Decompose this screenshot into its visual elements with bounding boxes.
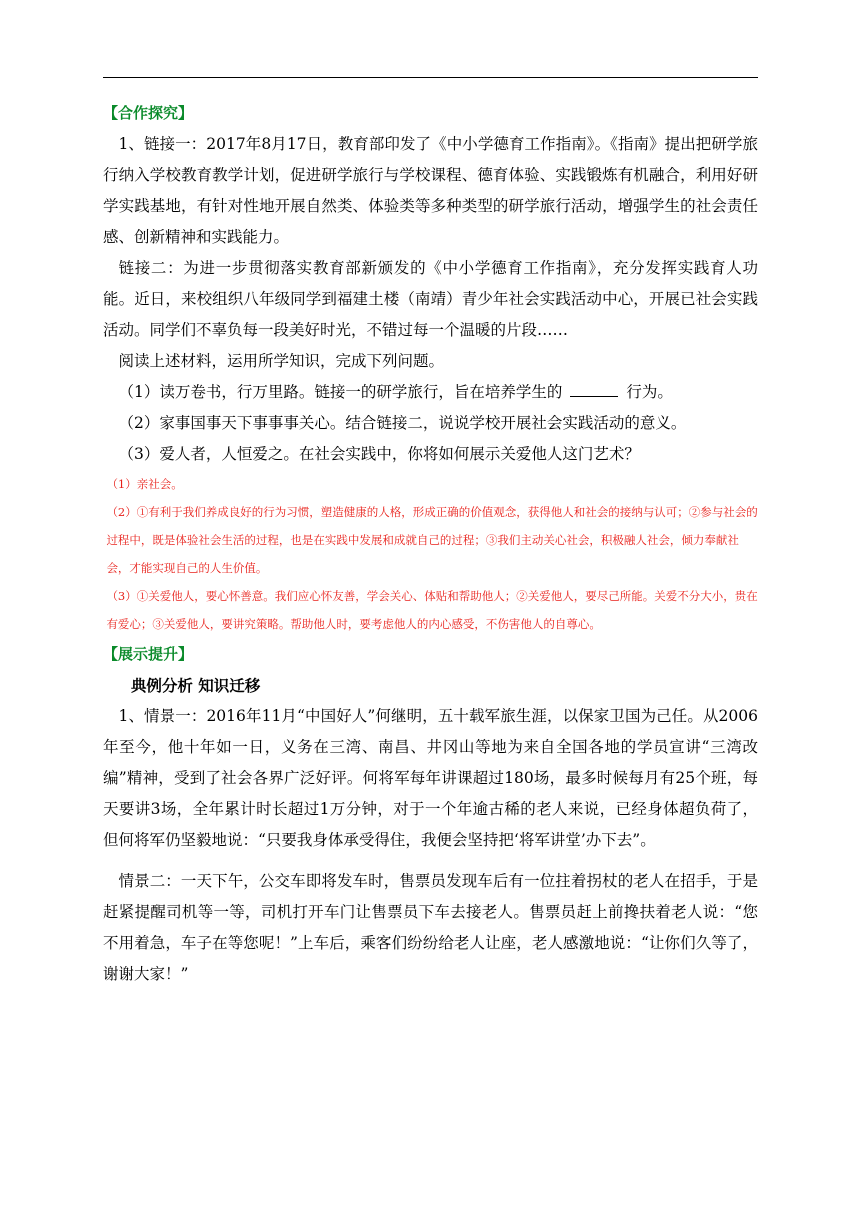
answer-blank bbox=[570, 383, 618, 397]
question-3: （3）爱人者，人恒爱之。在社会实践中，你将如何展示关爱他人这门艺术？ bbox=[118, 445, 640, 463]
header-rule bbox=[103, 77, 758, 78]
answer-3: （3）①关爱他人，要心怀善意。我们应心怀友善，学会关心、体贴和帮助他人；②关爱他人，要尽己所能。关爱不分大小，贵在有爱心；③关爱他人，要讲究策略。帮助他人时，要考虑他人的内心感受，不伤害他人的自尊心。 bbox=[106, 589, 758, 631]
document-body bbox=[103, 103, 758, 990]
question-2: （2）家事国事天下事事事关心。结合链接二，说说学校开展社会实践活动的意义。 bbox=[118, 414, 687, 432]
answer-1: （1）亲社会。 bbox=[106, 477, 183, 491]
answer-2: （2）①有利于我们养成良好的行为习惯，塑造健康的人格，形成正确的价值观念，获得他人和社会的接纳与认可；②参与社会的过程中，既是体验社会生活的过程，也是在实践中发展和成就自己的过程；③我们主动关心社会，积极融人社会，倾力奉献社会，才能实现自己的人生价值。 bbox=[106, 505, 758, 575]
instruction-text: 阅读上述材料，运用所学知识，完成下列问题。 bbox=[118, 352, 445, 370]
scene-one-paragraph: 1、情景一：2016年11月“中国好人”何继明，五十载军旅生涯，以保家卫国为己任。从2006年至今，他十年如一日，义务在三湾、南昌、井冈山等地为来自全国各地的学员宣讲“三湾改编”精神，受到了社会各界广泛好评。何将军每年讲课超过180场，最多时候每月有25个班，每天要讲3场，全年累计时长超过1万分钟，对于一个年逾古稀的老人来说，已经身体超负荷了，但何将军仍坚毅地说：“只要我身体承受得住，我便会坚持把‘将军讲堂’办下去”。 bbox=[103, 707, 758, 849]
link-two-paragraph: 链接二：为进一步贯彻落实教育部新颁发的《中小学德育工作指南》，充分发挥实践育人功能。近日，来校组织八年级同学到福建土楼（南靖）青少年社会实践活动中心，开展已社会实践活动。同学们不辜负每一段美好时光，不错过每一个温暖的片段…… bbox=[103, 259, 758, 339]
question-1-text: （1）读万卷书，行万里路。链接一的研学旅行，旨在培养学生的 bbox=[118, 383, 563, 401]
scene-two-paragraph: 情景二：一天下午，公交车即将发车时，售票员发现车后有一位拄着拐杖的老人在招手，于是赶紧提醒司机等一等，司机打开车门让售票员下车去接老人。售票员赶上前搀扶着老人说：“您不用着急，车子在等您呢！”上车后，乘客们纷纷给老人让座，老人感激地说：“让你们久等了，谢谢大家！” bbox=[103, 872, 758, 983]
question-1 bbox=[103, 377, 758, 408]
link-one-paragraph: 1、链接一：2017年8月17日，教育部印发了《中小学德育工作指南》。《指南》提出把研学旅行纳入学校教育教学计划，促进研学旅行与学校课程、德育体验、实践锻炼有机融合，利用好研学实践基地，有针对性地开展自然类、体验类等多种类型的研学旅行活动，增强学生的社会责任感、创新精神和实践能力。 bbox=[103, 135, 758, 246]
section-subtitle: 典例分析 知识迁移 bbox=[130, 676, 261, 695]
section-title-showcase: 【展示提升】 bbox=[103, 645, 194, 663]
section-title-cooperative-inquiry: 【合作探究】 bbox=[103, 104, 194, 122]
question-1-tail: 行为。 bbox=[626, 383, 673, 401]
